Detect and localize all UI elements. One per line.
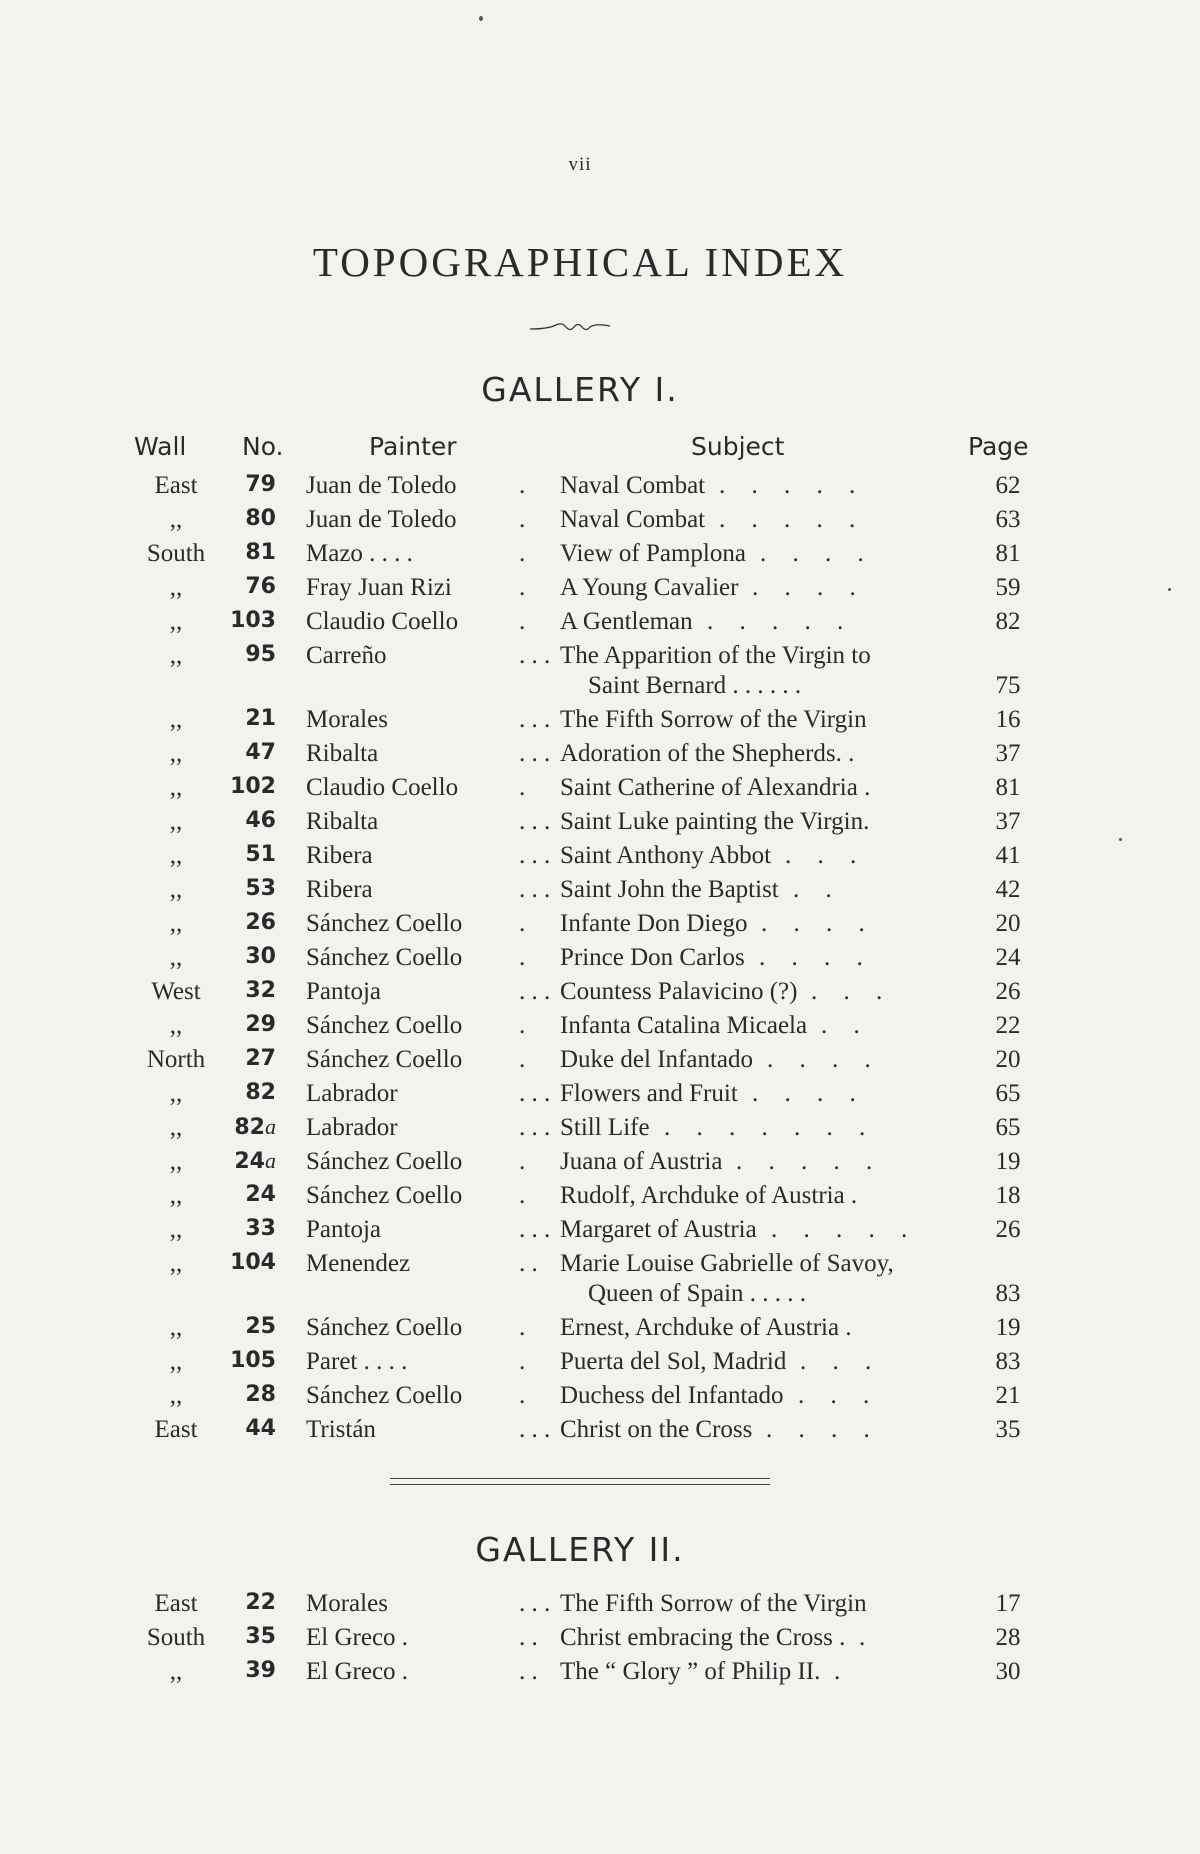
wall-cell: ,,	[169, 876, 183, 903]
leader-dots: .	[519, 1046, 526, 1073]
subject-cell: The Fifth Sorrow of the Virgin	[560, 706, 867, 733]
subject-cell: Ernest, Archduke of Austria .	[560, 1314, 852, 1341]
leader-dots: . . .	[519, 1590, 551, 1617]
painter-cell: Menendez	[306, 1250, 411, 1277]
leader-dots: . . .	[519, 642, 551, 669]
subject-cell: A Young Cavalier	[560, 574, 739, 601]
wall-cell: ,,	[169, 1216, 183, 1243]
subject-cell: A Gentleman	[560, 608, 693, 635]
leader-dots: . . . . .	[771, 1216, 918, 1243]
painter-cell: Claudio Coello	[306, 608, 459, 635]
index-row	[0, 1114, 1200, 1148]
page-cell: 75	[995, 672, 1021, 699]
painter-cell: Morales	[306, 706, 388, 733]
index-row	[0, 608, 1200, 642]
leader-dots: . . .	[785, 842, 867, 869]
leader-dots: .	[519, 1348, 526, 1375]
page-cell: 81	[995, 540, 1021, 567]
index-row	[0, 774, 1200, 808]
index-row	[0, 1046, 1200, 1080]
painter-cell: Sánchez Coello	[306, 1182, 463, 1209]
painter-cell: Mazo . . . .	[306, 540, 413, 567]
painter-cell: Carreño	[306, 642, 387, 669]
subject-cell: The “ Glory ” of Philip II.	[560, 1658, 821, 1685]
painter-cell: Juan de Toledo	[306, 506, 457, 533]
painter-cell: Paret . . . .	[306, 1348, 408, 1375]
subject-continuation-cell: Queen of Spain . . . . .	[588, 1280, 807, 1307]
subject-cell: The Apparition of the Virgin to	[560, 642, 871, 669]
subject-cell: Saint John the Baptist	[560, 876, 779, 903]
leader-dots: .	[519, 1148, 526, 1175]
index-row	[0, 1658, 1200, 1692]
print-speck	[1168, 588, 1171, 591]
catalogue-number-cell: 53	[245, 876, 276, 901]
catalogue-number-cell: 103	[230, 608, 276, 633]
wall-cell: South	[146, 540, 206, 567]
leader-dots: .	[519, 1182, 526, 1209]
page-cell: 81	[995, 774, 1021, 801]
leader-dots: . . .	[519, 1080, 551, 1107]
page-cell: 62	[995, 472, 1021, 499]
catalogue-number-cell: 51	[245, 842, 276, 867]
index-row	[0, 1080, 1200, 1114]
leader-dots: . . .	[519, 706, 551, 733]
leader-dots: . . . .	[766, 1416, 880, 1443]
subject-cell: Saint Luke painting the Virgin.	[560, 808, 870, 835]
painter-cell: Sánchez Coello	[306, 944, 463, 971]
leader-dots: . . .	[811, 978, 893, 1005]
page-title: TOPOGRAPHICAL INDEX	[312, 239, 848, 285]
leader-dots: . . . .	[752, 574, 866, 601]
index-row	[0, 808, 1200, 842]
wall-cell: ,,	[169, 1382, 183, 1409]
painter-cell: Sánchez Coello	[306, 1314, 463, 1341]
wall-cell: East	[154, 1590, 198, 1617]
painter-cell: Ribera	[306, 876, 373, 903]
page-cell: 37	[995, 808, 1021, 835]
wall-cell: East	[154, 472, 198, 499]
leader-dots: . . . . .	[719, 506, 866, 533]
index-row	[0, 1314, 1200, 1348]
wall-cell: ,,	[169, 1080, 183, 1107]
page-cell: 59	[995, 574, 1021, 601]
page-cell: 83	[995, 1348, 1021, 1375]
page-cell: 28	[995, 1624, 1021, 1651]
catalogue-number-cell: 95	[245, 642, 276, 667]
leader-dots: . . .	[800, 1348, 882, 1375]
catalogue-number-cell: 30	[245, 944, 276, 969]
catalogue-number-cell: 105	[230, 1348, 276, 1373]
page-cell: 26	[995, 1216, 1021, 1243]
subject-cell: Infanta Catalina Micaela	[560, 1012, 808, 1039]
print-speck	[479, 16, 483, 21]
subject-cell: Naval Combat	[560, 472, 706, 499]
subject-cell: Countess Palavicino (?)	[560, 978, 798, 1005]
catalogue-number-cell: 35	[245, 1624, 276, 1649]
index-row	[0, 842, 1200, 876]
subject-cell: Rudolf, Archduke of Austria .	[560, 1182, 858, 1209]
page-cell: 21	[995, 1382, 1021, 1409]
catalogue-number-cell: 76	[245, 574, 276, 599]
leader-dots: . . .	[519, 1114, 551, 1141]
leader-dots: .	[834, 1658, 851, 1685]
wall-cell: ,,	[169, 1250, 183, 1277]
column-header-wall: Wall	[134, 432, 187, 461]
index-row	[0, 1348, 1200, 1382]
catalogue-number-cell: 104	[230, 1250, 276, 1275]
painter-cell: Morales	[306, 1590, 388, 1617]
catalogue-number-cell: 29	[245, 1012, 276, 1037]
page-cell: 16	[995, 706, 1021, 733]
subject-cell: Prince Don Carlos	[560, 944, 745, 971]
wall-cell: ,,	[169, 1114, 183, 1141]
index-row	[0, 1624, 1200, 1658]
index-row	[0, 1250, 1200, 1307]
leader-dots: .	[519, 506, 526, 533]
leader-dots: . . .	[519, 876, 551, 903]
page-cell: 35	[995, 1416, 1021, 1443]
catalogue-number-cell: 28	[245, 1382, 276, 1407]
section-divider	[390, 1478, 770, 1485]
leader-dots: . . . .	[759, 944, 873, 971]
page-cell: 65	[995, 1114, 1021, 1141]
wall-cell: ,,	[169, 740, 183, 767]
leader-dots: . .	[821, 1012, 870, 1039]
wall-cell: ,,	[169, 574, 183, 601]
page-number: vii	[568, 154, 592, 175]
subject-cell: Saint Anthony Abbot	[560, 842, 772, 869]
catalogue-number-cell: 82a	[234, 1114, 276, 1140]
leader-dots: . . . . . . .	[664, 1114, 876, 1141]
catalogue-number-cell: 33	[245, 1216, 276, 1241]
wall-cell: ,,	[169, 774, 183, 801]
leader-dots: . .	[519, 1624, 538, 1651]
catalogue-number-cell: 27	[245, 1046, 276, 1071]
page-cell: 24	[995, 944, 1021, 971]
index-row	[0, 1012, 1200, 1046]
page-cell: 22	[995, 1012, 1021, 1039]
leader-dots: . . .	[519, 1216, 551, 1243]
index-row	[0, 1382, 1200, 1416]
catalogue-number-cell: 80	[245, 506, 276, 531]
leader-dots: . . . .	[767, 1046, 881, 1073]
subject-cell: Christ embracing the Cross .	[560, 1624, 846, 1651]
painter-cell: Pantoja	[306, 978, 381, 1005]
catalogue-number-cell: 24a	[234, 1148, 276, 1174]
page-cell: 37	[995, 740, 1021, 767]
index-row	[0, 506, 1200, 540]
index-row	[0, 944, 1200, 978]
leader-dots: .	[519, 1382, 526, 1409]
page-cell: 26	[995, 978, 1021, 1005]
page-cell: 20	[995, 910, 1021, 937]
leader-dots: .	[519, 574, 526, 601]
catalogue-number-cell: 26	[245, 910, 276, 935]
catalogue-number-cell: 82	[245, 1080, 276, 1105]
leader-dots: . . . .	[761, 910, 875, 937]
index-row	[0, 540, 1200, 574]
painter-cell: Fray Juan Rizi	[306, 574, 452, 601]
index-row	[0, 1416, 1200, 1450]
page-cell: 82	[995, 608, 1021, 635]
leader-dots: .	[519, 774, 526, 801]
column-header-no: No.	[242, 432, 284, 461]
painter-cell: Ribera	[306, 842, 373, 869]
painter-cell: Labrador	[306, 1114, 398, 1141]
page-cell: 30	[995, 1658, 1021, 1685]
leader-dots: . . . . .	[736, 1148, 883, 1175]
index-row	[0, 574, 1200, 608]
page-cell: 17	[995, 1590, 1021, 1617]
catalogue-number-cell: 79	[245, 472, 276, 497]
index-row	[0, 1216, 1200, 1250]
index-row	[0, 876, 1200, 910]
painter-cell: Pantoja	[306, 1216, 381, 1243]
subject-cell: Marie Louise Gabrielle of Savoy,	[560, 1250, 894, 1277]
index-row	[0, 642, 1200, 699]
page-cell: 41	[995, 842, 1021, 869]
painter-cell: El Greco .	[306, 1624, 409, 1651]
subject-cell: Naval Combat	[560, 506, 706, 533]
painter-cell: Juan de Toledo	[306, 472, 457, 499]
subject-cell: View of Pamplona	[560, 540, 746, 567]
subject-cell: Saint Catherine of Alexandria .	[560, 774, 871, 801]
wall-cell: ,,	[169, 1348, 183, 1375]
leader-dots: . . . . .	[719, 472, 866, 499]
wall-cell: ,,	[169, 642, 183, 669]
subject-continuation-cell: Saint Bernard . . . . . .	[588, 672, 802, 699]
wall-cell: ,,	[169, 944, 183, 971]
subject-cell: The Fifth Sorrow of the Virgin	[560, 1590, 867, 1617]
leader-dots: . . .	[519, 842, 551, 869]
leader-dots: . . . .	[760, 540, 874, 567]
painter-cell: Sánchez Coello	[306, 910, 463, 937]
print-speck	[1119, 838, 1122, 841]
wall-cell: South	[146, 1624, 206, 1651]
leader-dots: .	[519, 1012, 526, 1039]
catalogue-number-cell: 25	[245, 1314, 276, 1339]
leader-dots: .	[519, 540, 526, 567]
painter-cell: Tristán	[306, 1416, 376, 1443]
wall-cell: West	[151, 978, 201, 1005]
wall-cell: North	[146, 1046, 206, 1073]
wall-cell: ,,	[169, 1148, 183, 1175]
index-row	[0, 1182, 1200, 1216]
wall-cell: ,,	[169, 506, 183, 533]
page-cell: 65	[995, 1080, 1021, 1107]
page-cell: 63	[995, 506, 1021, 533]
index-row	[0, 472, 1200, 506]
catalogue-number-cell: 81	[245, 540, 276, 565]
catalogue-number-cell: 46	[245, 808, 276, 833]
index-row	[0, 740, 1200, 774]
leader-dots: . . .	[519, 978, 551, 1005]
painter-cell: Sánchez Coello	[306, 1012, 463, 1039]
column-header-subject: Subject	[691, 432, 785, 461]
wall-cell: ,,	[169, 808, 183, 835]
catalogue-number-cell: 22	[245, 1590, 276, 1615]
leader-dots: .	[519, 608, 526, 635]
painter-cell: Ribalta	[306, 740, 379, 767]
title-ornament	[528, 320, 612, 334]
index-row	[0, 910, 1200, 944]
subject-cell: Christ on the Cross	[560, 1416, 753, 1443]
subject-cell: Infante Don Diego	[560, 910, 748, 937]
catalogue-number-cell: 24	[245, 1182, 276, 1207]
gallery-1-heading: GALLERY I.	[481, 370, 679, 409]
subject-cell: Duchess del Infantado	[560, 1382, 784, 1409]
leader-dots: . .	[519, 1658, 538, 1685]
leader-dots: . . .	[519, 1416, 551, 1443]
page-cell: 18	[995, 1182, 1021, 1209]
page-cell: 83	[995, 1280, 1021, 1307]
subject-cell: Juana of Austria	[560, 1148, 723, 1175]
catalogue-number-cell: 39	[245, 1658, 276, 1683]
wall-cell: ,,	[169, 1182, 183, 1209]
catalogue-number-cell: 44	[245, 1416, 276, 1441]
wall-cell: ,,	[169, 910, 183, 937]
wall-cell: ,,	[169, 608, 183, 635]
leader-dots: . .	[519, 1250, 538, 1277]
subject-cell: Still Life	[560, 1114, 650, 1141]
subject-cell: Adoration of the Shepherds. .	[560, 740, 855, 767]
leader-dots: .	[859, 1624, 876, 1651]
gallery-2-heading: GALLERY II.	[475, 1530, 685, 1569]
painter-cell: Sánchez Coello	[306, 1148, 463, 1175]
subject-cell: Margaret of Austria	[560, 1216, 757, 1243]
leader-dots: . . .	[519, 740, 551, 767]
column-header-page: Page	[968, 432, 1029, 461]
index-row	[0, 706, 1200, 740]
leader-dots: . . . . .	[707, 608, 854, 635]
leader-dots: .	[519, 472, 526, 499]
page-cell: 19	[995, 1148, 1021, 1175]
painter-cell: Labrador	[306, 1080, 398, 1107]
page-cell: 42	[995, 876, 1021, 903]
subject-cell: Duke del Infantado	[560, 1046, 753, 1073]
index-row	[0, 1148, 1200, 1182]
wall-cell: ,,	[169, 1012, 183, 1039]
wall-cell: East	[154, 1416, 198, 1443]
painter-cell: Claudio Coello	[306, 774, 459, 801]
catalogue-number-cell: 47	[245, 740, 276, 765]
wall-cell: ,,	[169, 706, 183, 733]
wall-cell: ,,	[169, 842, 183, 869]
catalogue-number-cell: 21	[245, 706, 276, 731]
index-row	[0, 1590, 1200, 1624]
subject-cell: Flowers and Fruit	[560, 1080, 738, 1107]
painter-cell: Sánchez Coello	[306, 1046, 463, 1073]
painter-cell: El Greco .	[306, 1658, 409, 1685]
catalogue-number-cell: 32	[245, 978, 276, 1003]
page-cell: 19	[995, 1314, 1021, 1341]
wall-cell: ,,	[169, 1314, 183, 1341]
leader-dots: . . .	[519, 808, 551, 835]
leader-dots: . . .	[798, 1382, 880, 1409]
leader-dots: .	[519, 910, 526, 937]
catalogue-number-cell: 102	[230, 774, 276, 799]
index-row	[0, 978, 1200, 1012]
leader-dots: . .	[793, 876, 842, 903]
leader-dots: .	[519, 944, 526, 971]
leader-dots: .	[519, 1314, 526, 1341]
painter-cell: Ribalta	[306, 808, 379, 835]
leader-dots: . . . .	[752, 1080, 866, 1107]
column-header-painter: Painter	[369, 432, 457, 461]
page-cell: 20	[995, 1046, 1021, 1073]
wall-cell: ,,	[169, 1658, 183, 1685]
painter-cell: Sánchez Coello	[306, 1382, 463, 1409]
subject-cell: Puerta del Sol, Madrid	[560, 1348, 787, 1375]
